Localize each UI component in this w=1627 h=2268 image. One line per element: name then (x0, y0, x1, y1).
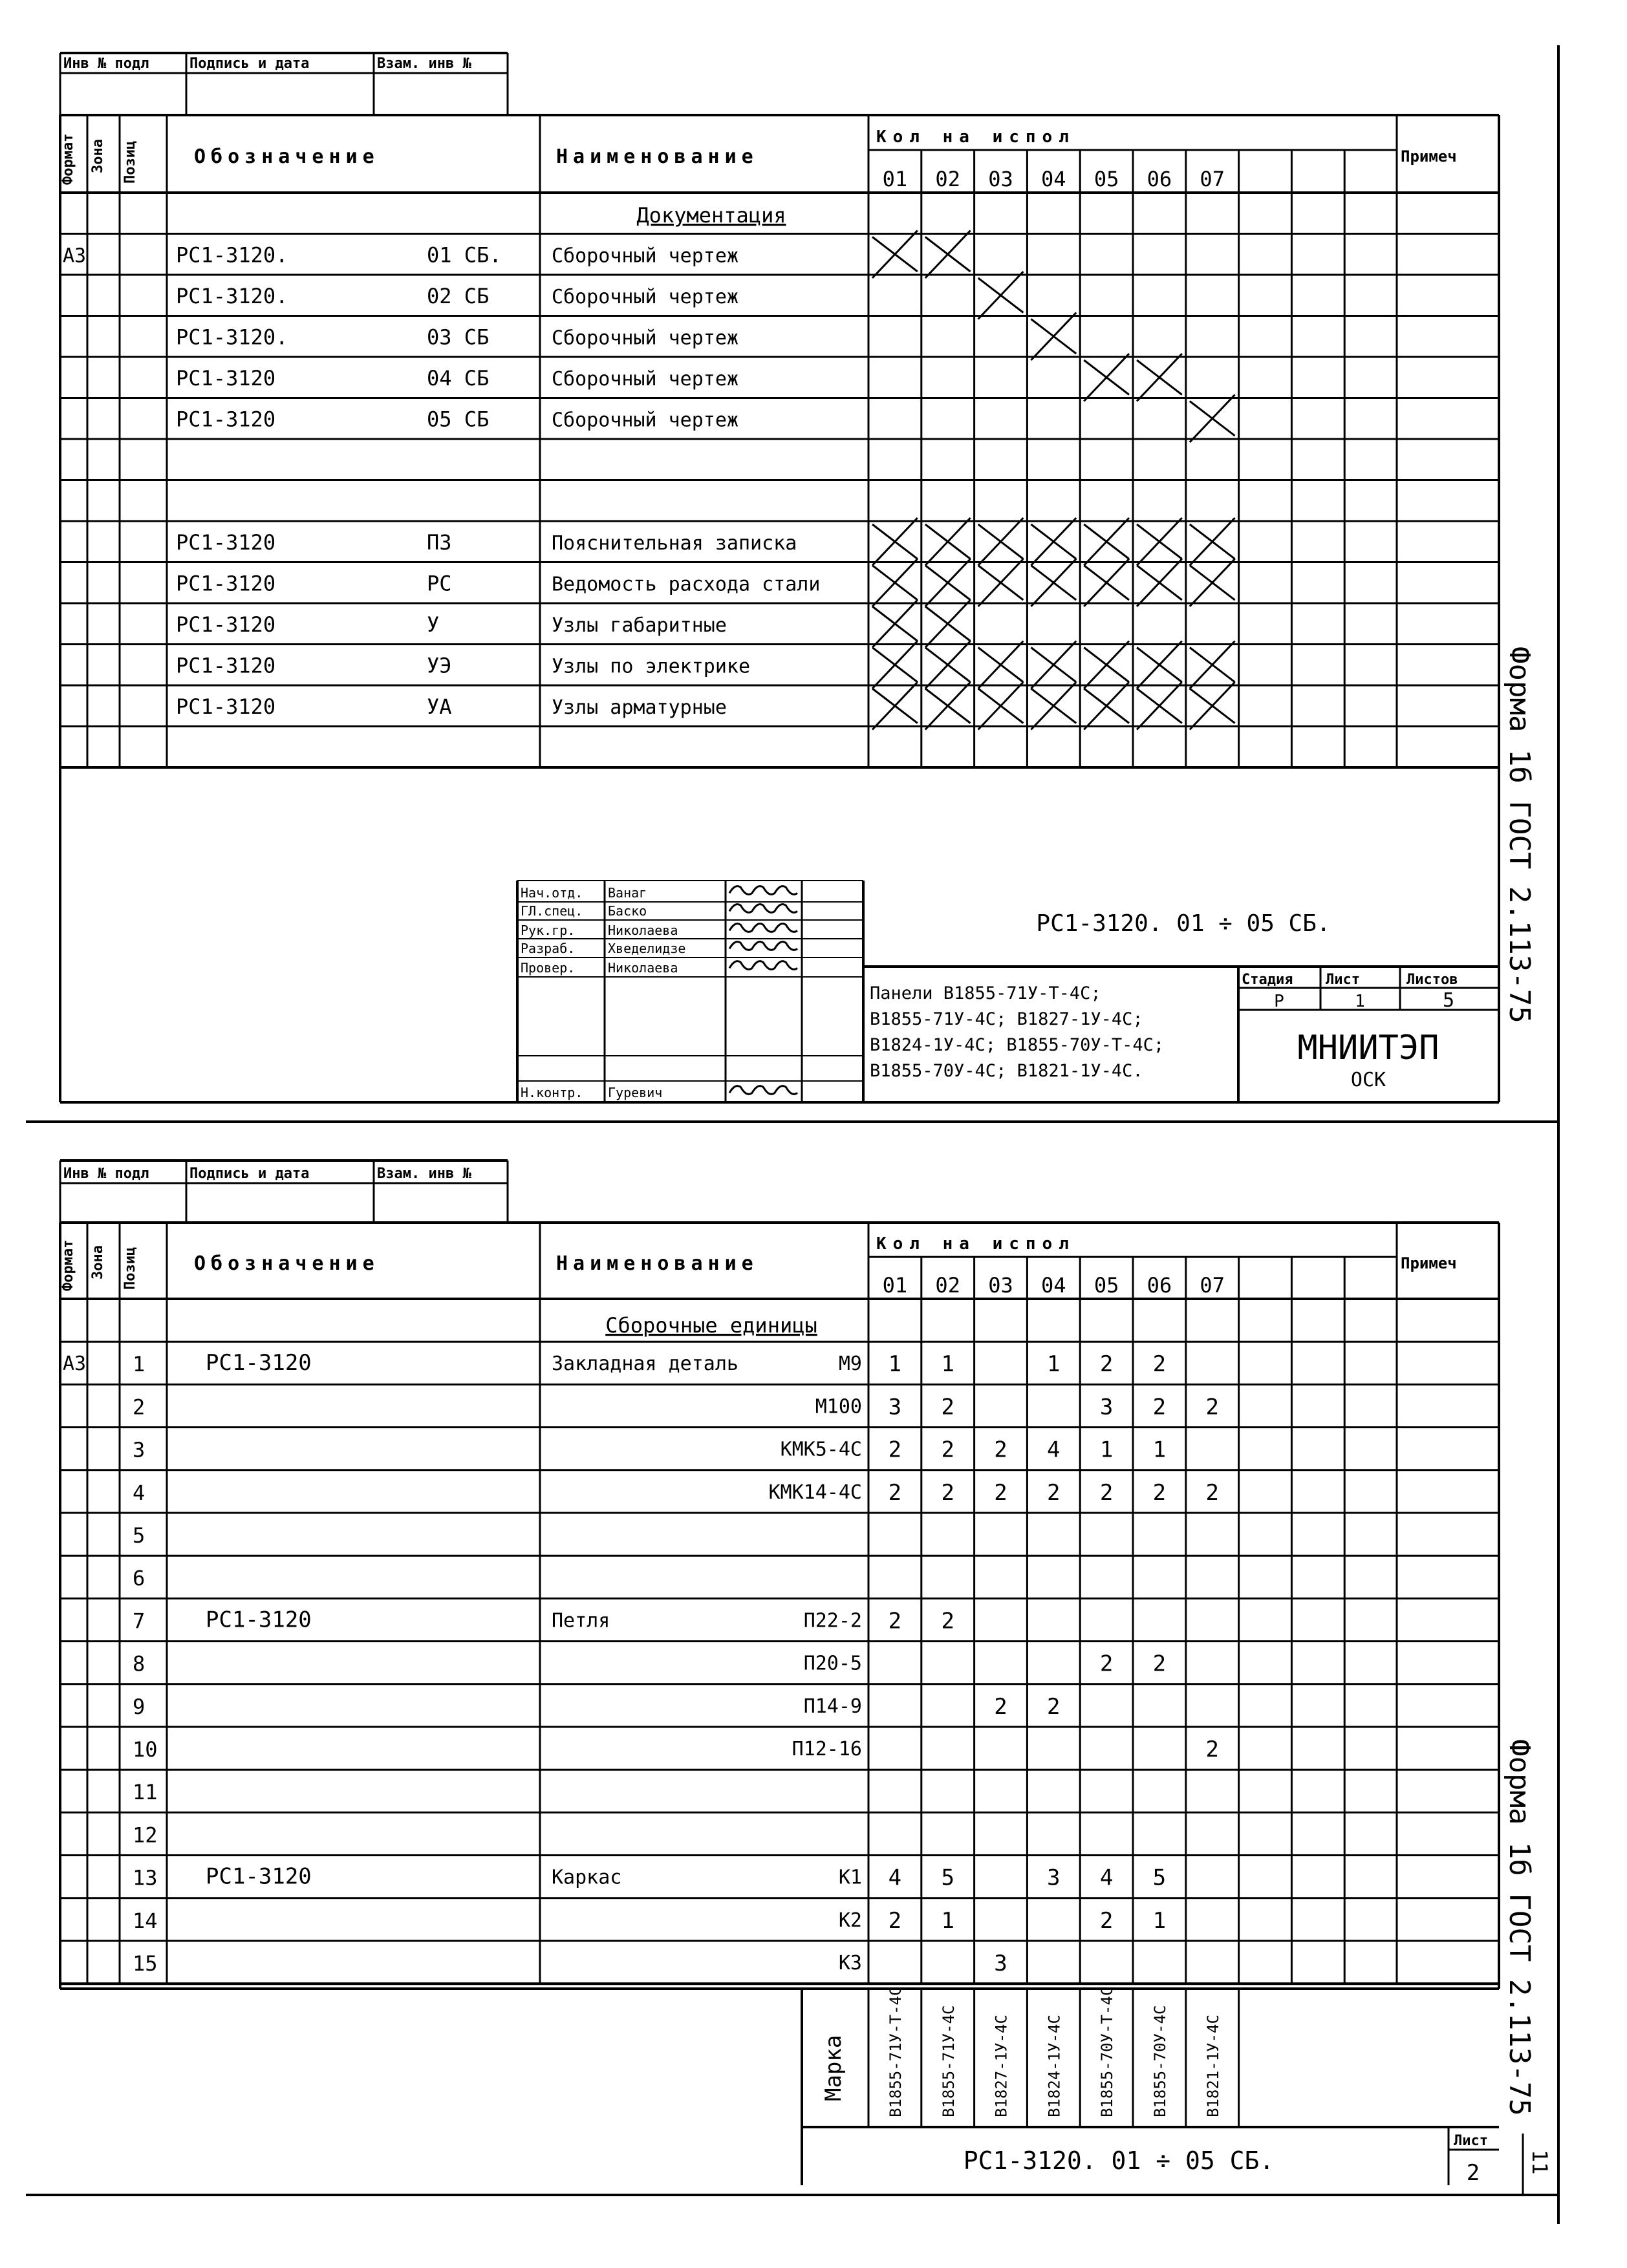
qty-value: 2 (994, 1693, 1007, 1720)
header-ispoln-1: 01 (882, 1273, 908, 1298)
header-ispoln-3: 03 (988, 167, 1013, 191)
stamp-vzam-inv: Взам. инв № (377, 1166, 471, 1182)
signature-role: Разраб. (521, 941, 576, 956)
cross-mark (1137, 354, 1182, 401)
row-mark: М9 (838, 1353, 862, 1376)
row-code: 05 СБ (427, 407, 490, 432)
cross-mark (1190, 559, 1235, 607)
qty-value: 2 (1047, 1693, 1061, 1720)
row-position: 7 (133, 1609, 145, 1634)
row-mark: П12-16 (792, 1738, 862, 1760)
row-position: 14 (133, 1908, 158, 1933)
cross-mark (1031, 641, 1076, 689)
row-designation: РС1-3120 (176, 653, 276, 678)
qty-value: 2 (941, 1394, 954, 1420)
row-name: Каркас (552, 1866, 622, 1889)
row-code: У (427, 612, 440, 637)
row-designation: РС1-3120. (176, 325, 288, 350)
qty-value: 1 (941, 1351, 954, 1378)
row-designation: РС1-3120 (176, 694, 276, 719)
header-ispoln-5: 05 (1094, 167, 1119, 191)
row-designation: РС1-3120 (176, 366, 276, 390)
cross-mark (872, 641, 918, 689)
page-number: 11 (1527, 2150, 1552, 2175)
cross-mark (1084, 641, 1129, 689)
qty-value: 2 (1152, 1394, 1167, 1420)
row-code: 03 СБ (427, 325, 490, 350)
row-mark: К3 (838, 1952, 862, 1974)
sheet-value: 2 (1466, 2160, 1480, 2186)
row-designation: РС1-3120 (206, 1350, 312, 1376)
row-mark: П20-5 (803, 1652, 862, 1675)
doc-code: РС1-3120. 01 ÷ 05 СБ. (963, 2146, 1275, 2175)
row-name: Сборочный чертеж (552, 286, 738, 308)
signature-scribble (729, 924, 797, 932)
cross-mark (925, 600, 971, 648)
cross-mark (1084, 559, 1129, 607)
row-designation: РС1-3120 (176, 571, 276, 596)
row-name: Пояснительная записка (552, 532, 797, 555)
row-position: 3 (133, 1437, 145, 1462)
marka-value: В1855-70У-4С (1151, 2005, 1169, 2117)
row-position: 11 (133, 1780, 158, 1805)
qty-value: 2 (888, 1608, 902, 1634)
panel-description: Панели В1855-71У-Т-4С; (870, 983, 1101, 1003)
row-mark: П14-9 (803, 1695, 862, 1718)
sheet-label: Лист (1454, 2133, 1488, 2149)
qty-value: 2 (1099, 1479, 1114, 1506)
row-name: Узлы арматурные (552, 696, 727, 719)
row-name: Закладная деталь (552, 1353, 738, 1376)
row-position: 8 (133, 1651, 145, 1676)
panel-description: В1855-71У-4С; В1827-1У-4С; (870, 1009, 1143, 1029)
cross-mark (1084, 354, 1129, 401)
cross-mark (1190, 641, 1235, 689)
row-designation: РС1-3120 (176, 407, 276, 432)
cross-mark (925, 518, 971, 566)
qty-value: 2 (1205, 1479, 1219, 1506)
row-name: Узлы по электрике (552, 655, 751, 678)
qty-value: 2 (1152, 1479, 1167, 1506)
header-ispoln-5: 05 (1094, 1273, 1119, 1298)
cross-mark (978, 682, 1024, 730)
stamp-podpis-data: Подпись и дата (189, 56, 310, 72)
org-sub: ОСК (1350, 1069, 1386, 1091)
signature-name: Ванаг (608, 885, 647, 901)
section-title-documentation: Документация (636, 203, 786, 228)
row-position: 15 (133, 1951, 158, 1976)
qty-value: 2 (1205, 1394, 1219, 1420)
qty-value: 3 (888, 1394, 902, 1420)
cross-mark (1084, 518, 1129, 566)
row-code: УА (427, 694, 452, 719)
marka-value: В1855-70У-Т-4С (1098, 1986, 1117, 2117)
row-designation: РС1-3120 (206, 1863, 312, 1890)
signature-scribble (729, 942, 797, 950)
header-primech: Примеч (1401, 147, 1457, 166)
qty-value: 2 (1205, 1737, 1219, 1762)
cross-mark (1137, 641, 1182, 689)
header-poz: Позиц (122, 140, 138, 184)
stamp-inv-podl: Инв № подл (63, 56, 149, 72)
header-ispoln-6: 06 (1147, 1273, 1172, 1298)
doc-code: РС1-3120. 01 ÷ 05 СБ. (1036, 910, 1331, 937)
row-code: ПЗ (427, 530, 452, 555)
header-format: Формат (60, 1239, 76, 1291)
signature-role: ГЛ.спец. (521, 903, 583, 919)
qty-value: 1 (1099, 1437, 1114, 1463)
cross-mark (925, 641, 971, 689)
signature-scribble (729, 886, 797, 895)
qty-value: 5 (941, 1865, 954, 1891)
signature-name: Баско (608, 903, 647, 919)
row-code: РС (427, 571, 452, 596)
marka-label: Марка (821, 2035, 846, 2101)
stamp-podpis-data: Подпись и дата (189, 1166, 310, 1182)
row-code: 01 СБ. (427, 242, 502, 268)
cross-mark (872, 682, 918, 730)
row-name: Сборочный чертеж (552, 368, 738, 390)
cross-mark (925, 559, 971, 607)
cross-mark (1190, 518, 1235, 566)
qty-value: 3 (994, 1951, 1007, 1976)
qty-value: 1 (1152, 1437, 1167, 1463)
signature-role: Провер. (521, 960, 576, 976)
sheet-value: 1 (1355, 992, 1365, 1011)
row-designation: РС1-3120 (176, 612, 276, 637)
row-format: А3 (63, 244, 87, 268)
cross-mark (1137, 518, 1182, 566)
header-primech: Примеч (1401, 1254, 1457, 1272)
cross-mark (1137, 682, 1182, 730)
row-position: 13 (133, 1865, 158, 1890)
row-mark: М100 (815, 1395, 862, 1418)
row-designation: РС1-3120. (176, 242, 288, 268)
qty-value: 2 (1047, 1479, 1061, 1506)
signature-scribble (729, 904, 797, 913)
marka-value: В1855-71У-Т-4С (887, 1986, 905, 2117)
cross-mark (1031, 682, 1076, 730)
cross-mark (1190, 395, 1235, 443)
row-position: 4 (133, 1480, 145, 1505)
cross-mark (1084, 682, 1129, 730)
header-format: Формат (60, 133, 76, 185)
form-side-note-top: Форма 1б ГОСТ 2.113-75 (1503, 647, 1536, 1023)
row-name: Сборочный чертеж (552, 326, 738, 350)
header-naimenovanie: Наименование (556, 1252, 759, 1275)
marka-value: В1855-71У-4С (939, 2005, 958, 2117)
row-code: 04 СБ (427, 366, 490, 390)
cross-mark (1031, 313, 1076, 361)
header-zona: Зона (90, 139, 106, 173)
cross-mark (872, 518, 918, 566)
header-ispoln-7: 07 (1200, 167, 1225, 191)
row-name: Сборочный чертеж (552, 409, 738, 432)
panel-description: В1855-70У-4С; В1821-1У-4С. (870, 1061, 1143, 1081)
row-position: 1 (133, 1352, 145, 1377)
header-oboznachenie: Обозначение (194, 1252, 380, 1275)
qty-value: 5 (1152, 1865, 1167, 1891)
header-ispoln-4: 04 (1041, 167, 1066, 191)
header-ispoln-6: 06 (1147, 167, 1172, 191)
header-ispoln-7: 07 (1200, 1273, 1225, 1298)
row-name: Сборочный чертеж (552, 244, 738, 268)
row-designation: РС1-3120 (176, 530, 276, 555)
row-position: 2 (133, 1395, 145, 1420)
form-side-note-bottom: Форма 1б ГОСТ 2.113-75 (1503, 1739, 1536, 2116)
row-code: 02 СБ (427, 284, 490, 308)
cross-mark (978, 518, 1024, 566)
marka-value: В1824-1У-4С (1045, 2015, 1064, 2117)
qty-value: 3 (1047, 1865, 1061, 1891)
qty-value: 2 (888, 1479, 902, 1506)
row-name: Петля (552, 1609, 610, 1632)
cross-mark (978, 559, 1024, 607)
signature-role: Рук.гр. (521, 923, 576, 938)
row-mark: КМК5-4С (780, 1438, 862, 1461)
sheets-value: 5 (1442, 989, 1455, 1012)
cross-mark (1190, 682, 1235, 730)
header-oboznachenie: Обозначение (194, 145, 380, 168)
cross-mark (978, 641, 1024, 689)
signature-scribble (729, 1086, 797, 1095)
row-name: Ведомость расхода стали (552, 573, 821, 596)
qty-value: 3 (1099, 1394, 1114, 1420)
qty-value: 1 (1152, 1907, 1167, 1934)
header-kol-na-ispoln: Кол на испол (876, 127, 1075, 147)
row-position: 12 (133, 1823, 158, 1848)
row-mark: К1 (838, 1866, 862, 1889)
row-position: 5 (133, 1523, 145, 1548)
header-ispoln-1: 01 (882, 167, 908, 191)
signature-name: Николаева (608, 923, 678, 938)
cross-mark (925, 231, 971, 279)
signature-name: Николаева (608, 960, 678, 976)
qty-value: 2 (941, 1437, 954, 1463)
row-format: А3 (63, 1353, 87, 1376)
cross-mark (978, 272, 1024, 319)
qty-value: 2 (994, 1479, 1007, 1506)
row-mark: К2 (838, 1909, 862, 1932)
sheets-label: Листов (1406, 972, 1458, 988)
row-position: 6 (133, 1566, 145, 1591)
row-designation: РС1-3120 (206, 1607, 312, 1633)
qty-value: 2 (1099, 1651, 1114, 1677)
header-ispoln-4: 04 (1041, 1273, 1066, 1298)
qty-value: 2 (994, 1437, 1007, 1463)
signature-name: Хведелидзе (608, 941, 686, 956)
row-mark: П22-2 (803, 1609, 862, 1632)
signature-role: Нач.отд. (521, 885, 583, 901)
cross-mark (872, 559, 918, 607)
row-mark: КМК14-4С (768, 1481, 862, 1504)
cross-mark (1031, 518, 1076, 566)
signature-scribble (729, 961, 797, 970)
qty-value: 4 (1099, 1865, 1114, 1891)
row-designation: РС1-3120. (176, 284, 288, 308)
cross-mark (1137, 559, 1182, 607)
header-zona: Зона (90, 1245, 106, 1279)
signature-role: Н.контр. (521, 1085, 583, 1100)
row-name: Узлы габаритные (552, 614, 727, 637)
marka-value: В1821-1У-4С (1203, 2015, 1222, 2117)
section-title-assembly-units: Сборочные единицы (605, 1313, 817, 1338)
panel-description: В1824-1У-4С; В1855-70У-Т-4С; (870, 1035, 1165, 1055)
marka-value: В1827-1У-4С (992, 2015, 1011, 2117)
header-ispoln-2: 02 (935, 1273, 960, 1298)
qty-value: 2 (941, 1608, 954, 1634)
qty-value: 2 (1099, 1907, 1114, 1934)
row-position: 10 (133, 1737, 158, 1762)
header-kol-na-ispoln: Кол на испол (876, 1234, 1075, 1254)
qty-value: 2 (1099, 1351, 1114, 1378)
header-ispoln-2: 02 (935, 167, 960, 191)
cross-mark (925, 682, 971, 730)
qty-value: 4 (888, 1865, 902, 1891)
stamp-vzam-inv: Взам. инв № (377, 56, 471, 72)
row-position: 9 (133, 1694, 145, 1719)
header-poz: Позиц (122, 1246, 138, 1290)
sheet-label: Лист (1326, 972, 1360, 988)
qty-value: 2 (941, 1479, 954, 1506)
cross-mark (872, 231, 918, 279)
qty-value: 2 (1152, 1351, 1167, 1378)
qty-value: 2 (888, 1437, 902, 1463)
header-ispoln-3: 03 (988, 1273, 1013, 1298)
org-name: МНИИТЭП (1297, 1029, 1439, 1067)
qty-value: 4 (1047, 1437, 1061, 1463)
stage-label: Стадия (1242, 972, 1293, 988)
header-naimenovanie: Наименование (556, 145, 759, 168)
row-code: УЭ (427, 653, 452, 678)
cross-mark (1031, 559, 1076, 607)
signature-name: Гуревич (608, 1085, 663, 1100)
qty-value: 1 (888, 1351, 902, 1378)
qty-value: 2 (888, 1907, 902, 1934)
qty-value: 1 (941, 1907, 954, 1934)
stage-value: Р (1274, 992, 1284, 1011)
cross-mark (872, 600, 918, 648)
qty-value: 1 (1047, 1351, 1061, 1378)
qty-value: 2 (1152, 1651, 1167, 1677)
stamp-inv-podl: Инв № подл (63, 1166, 149, 1182)
